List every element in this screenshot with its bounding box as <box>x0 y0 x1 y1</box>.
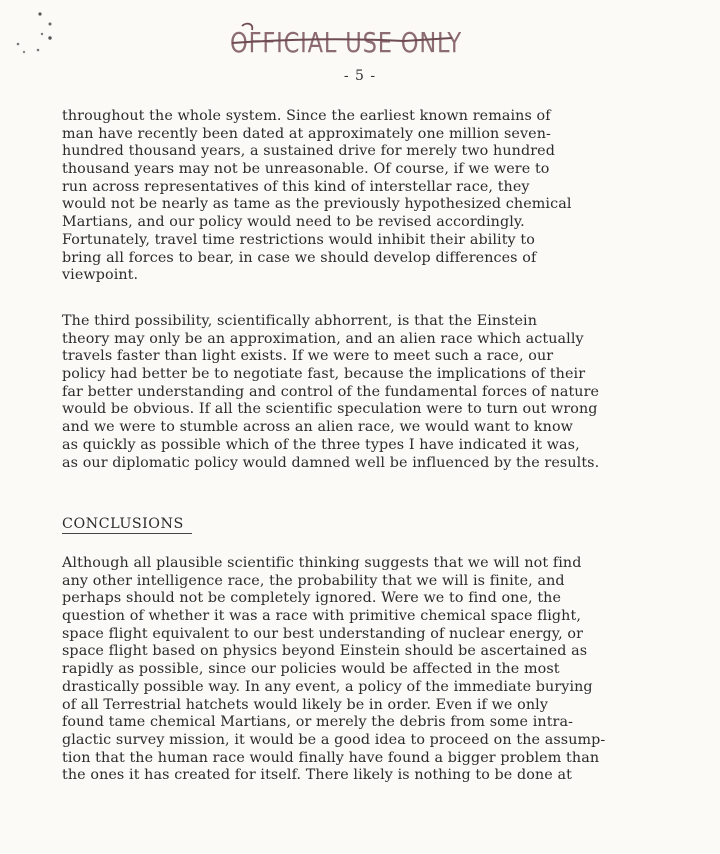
text-line: as quickly as possible which of the three types I have indicated it was, <box>62 436 580 453</box>
text-line: perhaps should not be completely ignored. Were we to find one, the <box>62 590 562 607</box>
binder-marks <box>12 8 72 68</box>
text-line: any other intelligence race, the probability that we will is finite, and <box>62 572 565 589</box>
text-line: found tame chemical Martians, or merely the debris from some intra- <box>62 714 574 731</box>
text-line: drastically possible way. In any event, a policy of the immediate burying <box>62 678 593 695</box>
stamp-text: OFFICIAL USE ONLY <box>230 26 462 59</box>
paragraph-third-possibility <box>62 313 599 472</box>
text-line: hundred thousand years, a sustained drive for merely two hundred <box>62 143 555 160</box>
text-line: question of whether it was a race with primitive chemical space flight, <box>62 608 581 625</box>
text-line: space flight based on physics beyond Einstein should be ascertained as <box>62 643 588 660</box>
text-line: would not be nearly as tame as the previously hypothesized chemical <box>62 196 572 213</box>
section-heading-conclusions: CONCLUSIONS <box>62 516 192 534</box>
text-line: and we were to stumble across an alien race, we would want to know <box>62 419 573 436</box>
text-line: man have recently been dated at approximately one million seven- <box>62 125 551 142</box>
text-line: far better understanding and control of the fundamental forces of nature <box>62 383 600 400</box>
text-line: The third possibility, scientifically abhorrent, is that the Einstein <box>62 313 538 329</box>
text-line: of all Terrestrial hatchets would likely be in order. Even if we only <box>62 696 548 713</box>
text-line: theory may only be an approximation, and an alien race which actually <box>62 330 584 347</box>
text-line: space flight equivalent to our best understanding of nuclear energy, or <box>62 625 583 642</box>
page-number: - 5 - <box>343 68 377 84</box>
text-line: tion that the human race would finally have found a bigger problem than <box>62 749 600 766</box>
text-line: run across representatives of this kind of interstellar race, they <box>62 178 530 195</box>
text-line: Although all plausible scientific thinking suggests that we will not find <box>62 555 582 571</box>
text-line: would be obvious. If all the scientific speculation were to turn out wrong <box>62 401 598 418</box>
text-line: Fortunately, travel time restrictions would inhibit their ability to <box>62 231 535 248</box>
text-line: thousand years may not be unreasonable. Of course, if we were to <box>62 161 550 178</box>
official-use-stamp <box>228 22 468 62</box>
paragraph-conclusions <box>62 555 605 785</box>
text-line: rapidly as possible, since our policies would be affected in the most <box>62 661 560 678</box>
text-line: throughout the whole system. Since the earliest known remains of <box>62 108 551 124</box>
text-line: travels faster than light exists. If we were to meet such a race, our <box>62 348 554 365</box>
text-line: the ones it has created for itself. There likely is nothing to be done at <box>62 767 572 784</box>
text-line: Martians, and our policy would need to be revised accordingly. <box>62 214 525 231</box>
text-line: glactic survey mission, it would be a good idea to proceed on the assump- <box>62 731 606 748</box>
text-line: as our diplomatic policy would damned well be influenced by the results. <box>62 454 600 471</box>
paragraph-interstellar-race <box>62 108 572 285</box>
text-line: policy had better be to negotiate fast, because the implications of their <box>62 366 586 383</box>
text-line: bring all forces to bear, in case we should develop differences of <box>62 249 537 266</box>
text-line: viewpoint. <box>62 267 139 284</box>
